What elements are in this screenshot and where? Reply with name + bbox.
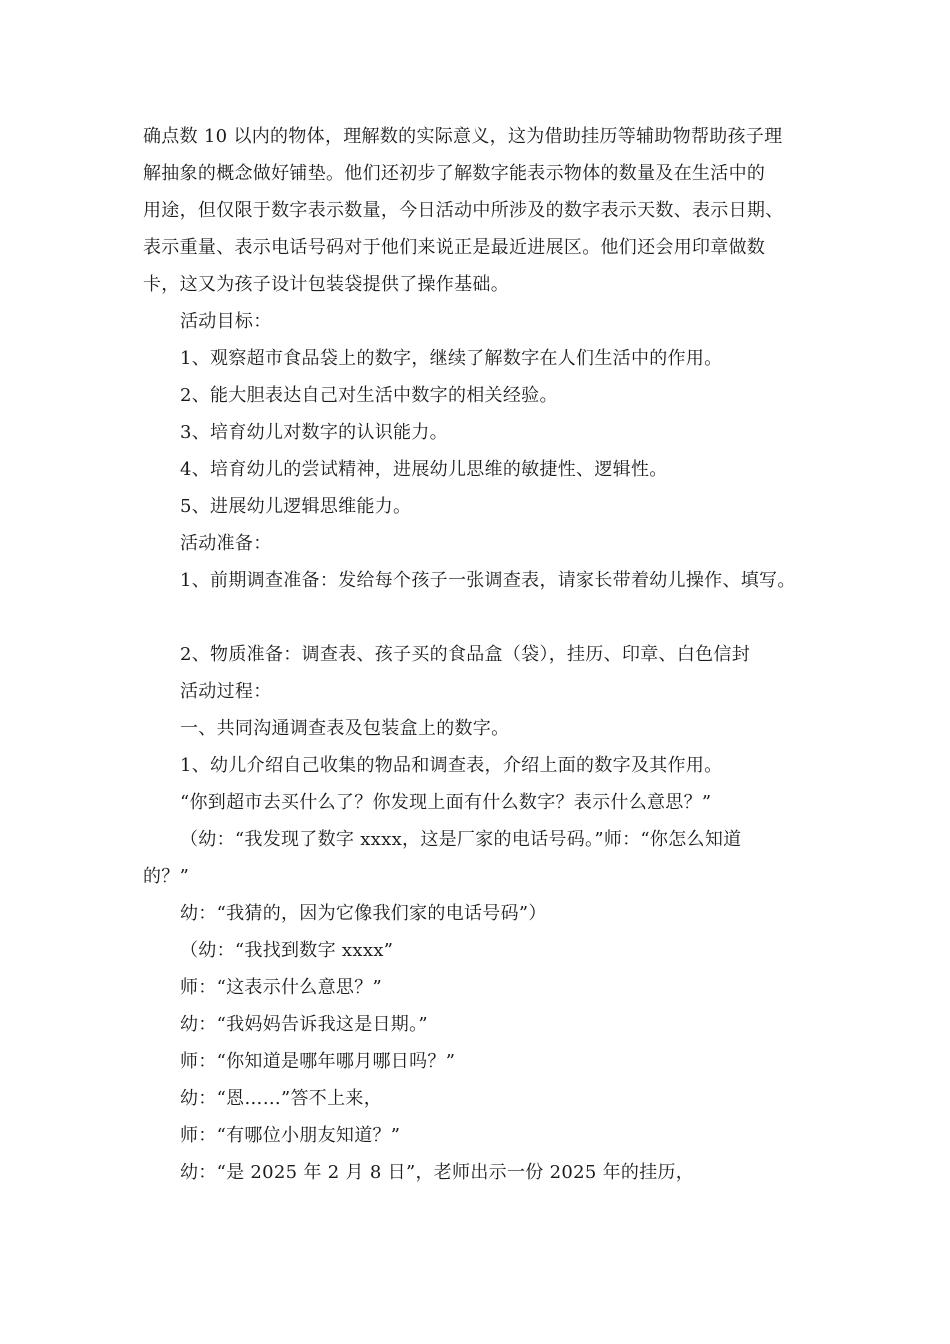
dialogue-line: 幼：“我猜的，因为它像我们家的电话号码”） (180, 903, 547, 924)
dialogue-line: 的？” (143, 866, 190, 887)
section-heading-process: 活动过程： (180, 681, 272, 702)
section-heading-goals: 活动目标： (180, 311, 272, 332)
paragraph-line: 确点数 10 以内的物体，理解数的实际意义，这为借助挂历等辅助物帮助孩子理 (143, 126, 783, 147)
list-item: 1、幼儿介绍自己收集的物品和调查表，介绍上面的数字及其作用。 (180, 755, 723, 776)
list-item: 2、能大胆表达自己对生活中数字的相关经验。 (180, 385, 558, 406)
dialogue-line: 师：“这表示什么意思？” (180, 977, 383, 998)
dialogue-line: 幼：“恩……”答不上来， (180, 1088, 383, 1109)
list-item: 一、共同沟通调查表及包装盒上的数字。 (180, 718, 510, 739)
paragraph-line: 用途，但仅限于数字表示数量，今日活动中所涉及的数字表示天数、表示日期、 (143, 200, 784, 221)
dialogue-line: 幼：“是 2025 年 2 月 8 日”，老师出示一份 2025 年的挂历， (180, 1162, 695, 1183)
paragraph-line: 卡，这又为孩子设计包装袋提供了操作基础。 (143, 274, 509, 295)
dialogue-line: （幼：“我找到数字 xxxx” (180, 940, 394, 961)
list-item: 3、培育幼儿对数字的认识能力。 (180, 422, 448, 443)
dialogue-line: 幼：“我妈妈告诉我这是日期。” (180, 1014, 428, 1035)
section-heading-preparation: 活动准备： (180, 533, 272, 554)
dialogue-line: 师：“你知道是哪年哪月哪日吗？” (180, 1051, 456, 1072)
paragraph-line: 表示重量、表示电话号码对于他们来说正是最近进展区。他们还会用印章做数 (143, 237, 766, 258)
paragraph-line: 解抽象的概念做好铺垫。他们还初步了解数字能表示物体的数量及在生活中的 (143, 163, 766, 184)
list-item: 2、物质准备：调查表、孩子买的食品盒（袋），挂历、印章、白色信封 (180, 644, 751, 665)
list-item: 1、前期调查准备：发给每个孩子一张调查表，请家长带着幼儿操作、填写。 (180, 570, 796, 591)
dialogue-line: “你到超市去买什么了？你发现上面有什么数字？表示什么意思？” (180, 792, 712, 813)
dialogue-line: 师：“有哪位小朋友知道？” (180, 1125, 401, 1146)
list-item: 4、培育幼儿的尝试精神，进展幼儿思维的敏捷性、逻辑性。 (180, 459, 668, 480)
dialogue-line: （幼：“我发现了数字 xxxx，这是厂家的电话号码。”师：“你怎么知道 (180, 829, 742, 850)
list-item: 1、观察超市食品袋上的数字，继续了解数字在人们生活中的作用。 (180, 348, 723, 369)
list-item: 5、进展幼儿逻辑思维能力。 (180, 496, 412, 517)
